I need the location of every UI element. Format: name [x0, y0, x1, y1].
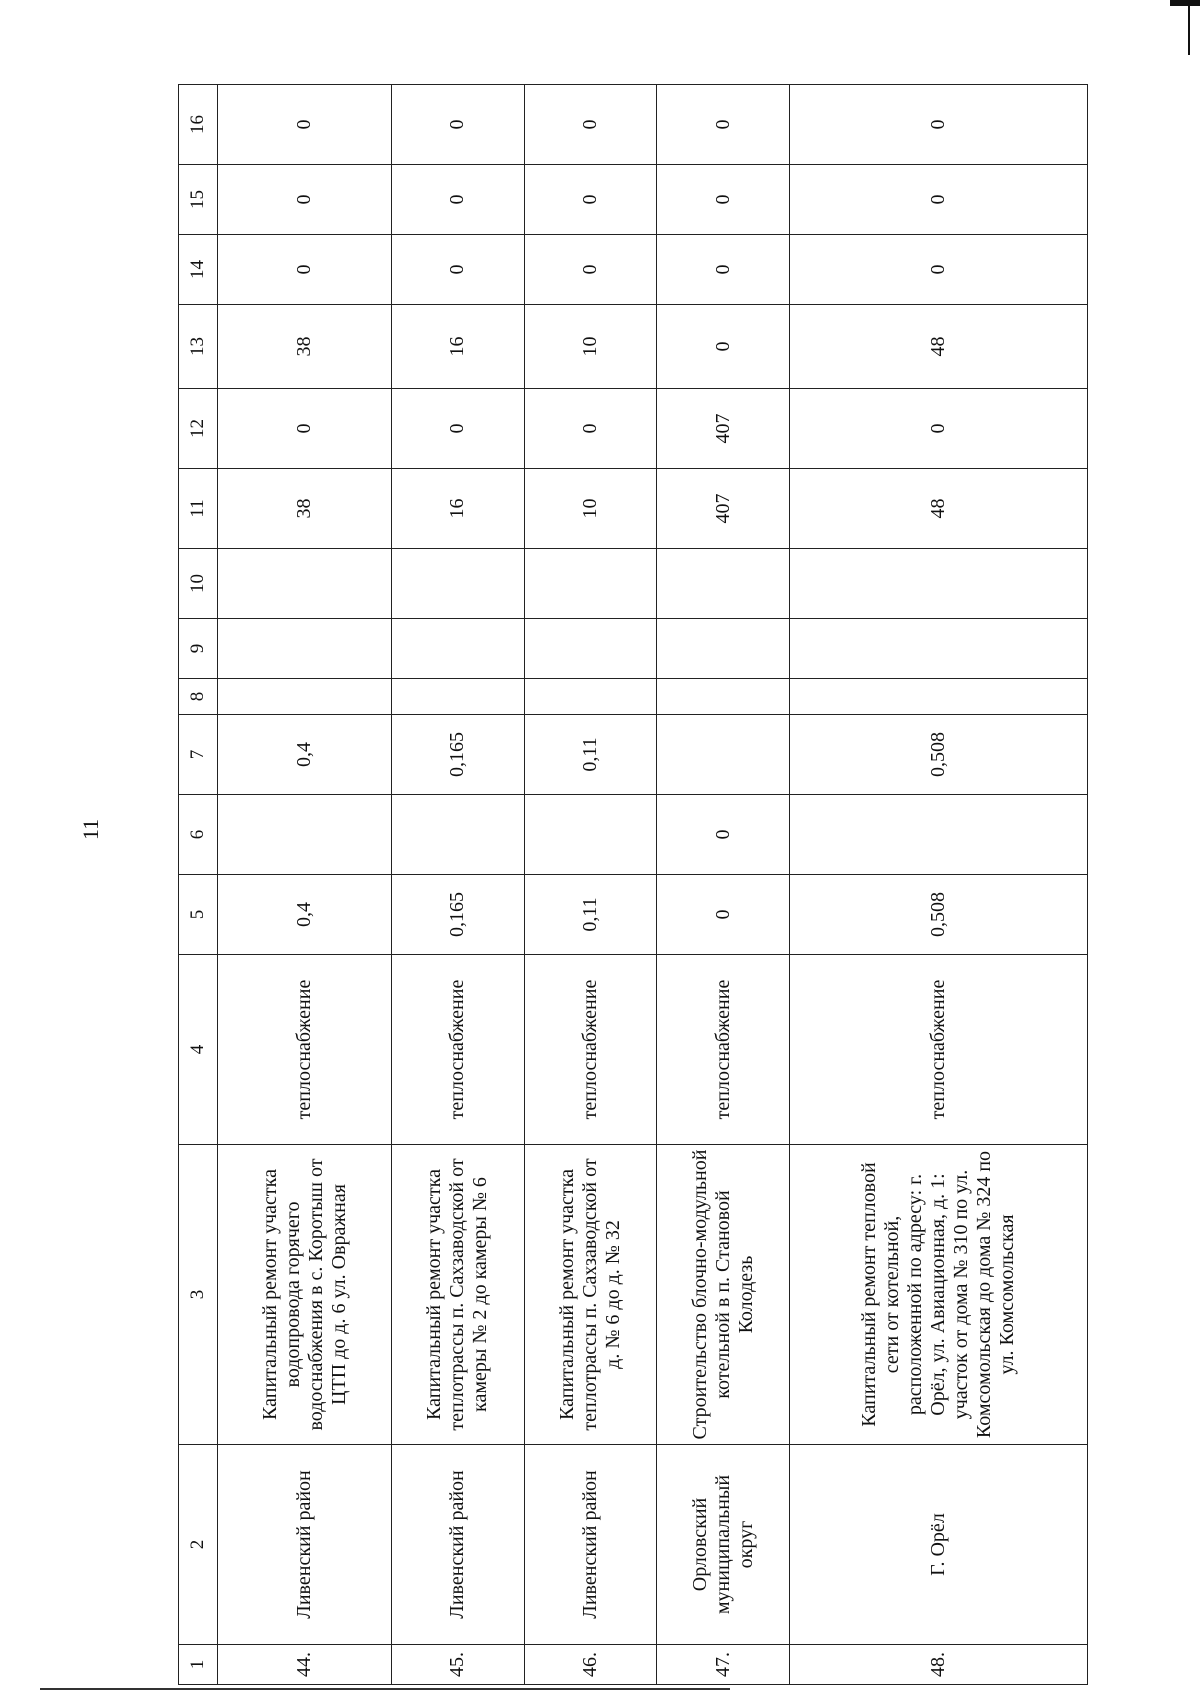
table-cell-c6: 0: [657, 795, 790, 875]
column-header: 16: [179, 85, 218, 165]
table-cell-c15: 0: [657, 165, 790, 235]
column-header: 7: [179, 715, 218, 795]
table-cell-c9: [524, 619, 657, 679]
column-header: 4: [179, 955, 218, 1145]
table-cell-c14: 0: [790, 235, 1088, 305]
table-cell-c12: 0: [392, 389, 525, 469]
column-header: 9: [179, 619, 218, 679]
table-cell-area: Г. Орёл: [790, 1445, 1088, 1645]
column-header: 13: [179, 305, 218, 389]
table-cell-c5: 0,508: [790, 875, 1088, 955]
table-cell-c12: 0: [790, 389, 1088, 469]
table-cell-c11: 10: [524, 469, 657, 549]
corner-mark: [1170, 0, 1200, 6]
table-cell-c15: 0: [392, 165, 525, 235]
table-cell-c8: [790, 679, 1088, 715]
table-cell-area: Орловский муниципальный округ: [657, 1445, 790, 1645]
table-cell-c5: 0,165: [392, 875, 525, 955]
bottom-rule: [40, 1688, 730, 1690]
table-cell-desc: Капитальный ремонт участка водопровода горячего водоснабжения в с. Коротыш от ЦТП до д. 6 ул. Овражная: [218, 1145, 392, 1445]
table-cell-c6: [524, 795, 657, 875]
table-cell-c14: 0: [392, 235, 525, 305]
table-cell-c16: 0: [524, 85, 657, 165]
table-cell-c16: 0: [790, 85, 1088, 165]
table-cell-c12: 0: [218, 389, 392, 469]
table-cell-c13: 38: [218, 305, 392, 389]
page-number: 11: [78, 818, 103, 840]
table-cell-c12: 0: [524, 389, 657, 469]
table-cell-c10: [790, 549, 1088, 619]
column-header: 2: [179, 1445, 218, 1645]
column-header: 10: [179, 549, 218, 619]
table-cell-c5: 0,11: [524, 875, 657, 955]
table-cell-c6: [392, 795, 525, 875]
table-cell-c6: [790, 795, 1088, 875]
table-cell-c7: 0,508: [790, 715, 1088, 795]
column-header: 8: [179, 679, 218, 715]
table-cell-c10: [218, 549, 392, 619]
table-cell-type: теплоснабжение: [218, 955, 392, 1145]
table-cell-c16: 0: [392, 85, 525, 165]
table-cell-c13: 10: [524, 305, 657, 389]
table-cell-area: Ливенский район: [524, 1445, 657, 1645]
edge-line: [1188, 0, 1190, 55]
table-cell-c13: 0: [657, 305, 790, 389]
table-cell-c5: 0: [657, 875, 790, 955]
table-row: [392, 85, 525, 1685]
table-cell-c14: 0: [218, 235, 392, 305]
table-cell-c8: [657, 679, 790, 715]
table-cell-c11: 407: [657, 469, 790, 549]
table-cell-c8: [218, 679, 392, 715]
table-cell-c11: 38: [218, 469, 392, 549]
table-cell-c12: 407: [657, 389, 790, 469]
table-cell-desc: Капитальный ремонт участка теплотрассы п. Сахзаводской от камеры № 2 до камеры № 6: [392, 1145, 525, 1445]
table-cell-c9: [790, 619, 1088, 679]
table-cell-c10: [524, 549, 657, 619]
column-header: 5: [179, 875, 218, 955]
table-cell-c7: 0,11: [524, 715, 657, 795]
data-table: [178, 84, 1088, 1685]
column-header: 3: [179, 1145, 218, 1445]
table-cell-c11: 48: [790, 469, 1088, 549]
column-header: 11: [179, 469, 218, 549]
header-row: [179, 85, 218, 1685]
table-cell-c15: 0: [524, 165, 657, 235]
table-cell-c15: 0: [218, 165, 392, 235]
table-cell-c14: 0: [524, 235, 657, 305]
table-cell-num: 47.: [657, 1645, 790, 1685]
table-row: [218, 85, 392, 1685]
table-cell-c9: [218, 619, 392, 679]
column-header: 15: [179, 165, 218, 235]
table-cell-type: теплоснабжение: [392, 955, 525, 1145]
table-cell-area: Ливенский район: [392, 1445, 525, 1645]
table-cell-desc: Капитальный ремонт участка теплотрассы п. Сахзаводской от д. № 6 до д. № 32: [524, 1145, 657, 1445]
column-header: 14: [179, 235, 218, 305]
table-cell-c6: [218, 795, 392, 875]
rotated-table-container: [178, 115, 1088, 1685]
table-cell-c9: [392, 619, 525, 679]
table-cell-num: 45.: [392, 1645, 525, 1685]
column-header: 1: [179, 1645, 218, 1685]
table-cell-c10: [657, 549, 790, 619]
table-cell-c7: [657, 715, 790, 795]
table-cell-desc: Строительство блочно-модульной котельной в п. Становой Колодезь: [657, 1145, 790, 1445]
column-header: 6: [179, 795, 218, 875]
table-cell-desc: Капитальный ремонт тепловой сети от котельной, расположенной по адресу: г. Орёл, ул. Авиационная, д. 1: участок от дома № 310 по ул. Комсомольская до дома № 324 по ул. Комсомольская: [790, 1145, 1088, 1445]
table-cell-c8: [392, 679, 525, 715]
table-cell-c10: [392, 549, 525, 619]
table-cell-type: теплоснабжение: [657, 955, 790, 1145]
table-cell-c16: 0: [657, 85, 790, 165]
table-row: [524, 85, 657, 1685]
table-cell-type: теплоснабжение: [790, 955, 1088, 1145]
table-cell-c7: 0,4: [218, 715, 392, 795]
column-header: 12: [179, 389, 218, 469]
table-cell-num: 46.: [524, 1645, 657, 1685]
table-cell-num: 44.: [218, 1645, 392, 1685]
table-row: [790, 85, 1088, 1685]
table-cell-c7: 0,165: [392, 715, 525, 795]
table-cell-c13: 48: [790, 305, 1088, 389]
table-cell-c16: 0: [218, 85, 392, 165]
table-cell-c15: 0: [790, 165, 1088, 235]
table-cell-c9: [657, 619, 790, 679]
table-cell-c14: 0: [657, 235, 790, 305]
table-cell-area: Ливенский район: [218, 1445, 392, 1645]
table-cell-num: 48.: [790, 1645, 1088, 1685]
table-cell-type: теплоснабжение: [524, 955, 657, 1145]
table-cell-c5: 0,4: [218, 875, 392, 955]
table-cell-c8: [524, 679, 657, 715]
table-cell-c11: 16: [392, 469, 525, 549]
table-row: [657, 85, 790, 1685]
table-cell-c13: 16: [392, 305, 525, 389]
